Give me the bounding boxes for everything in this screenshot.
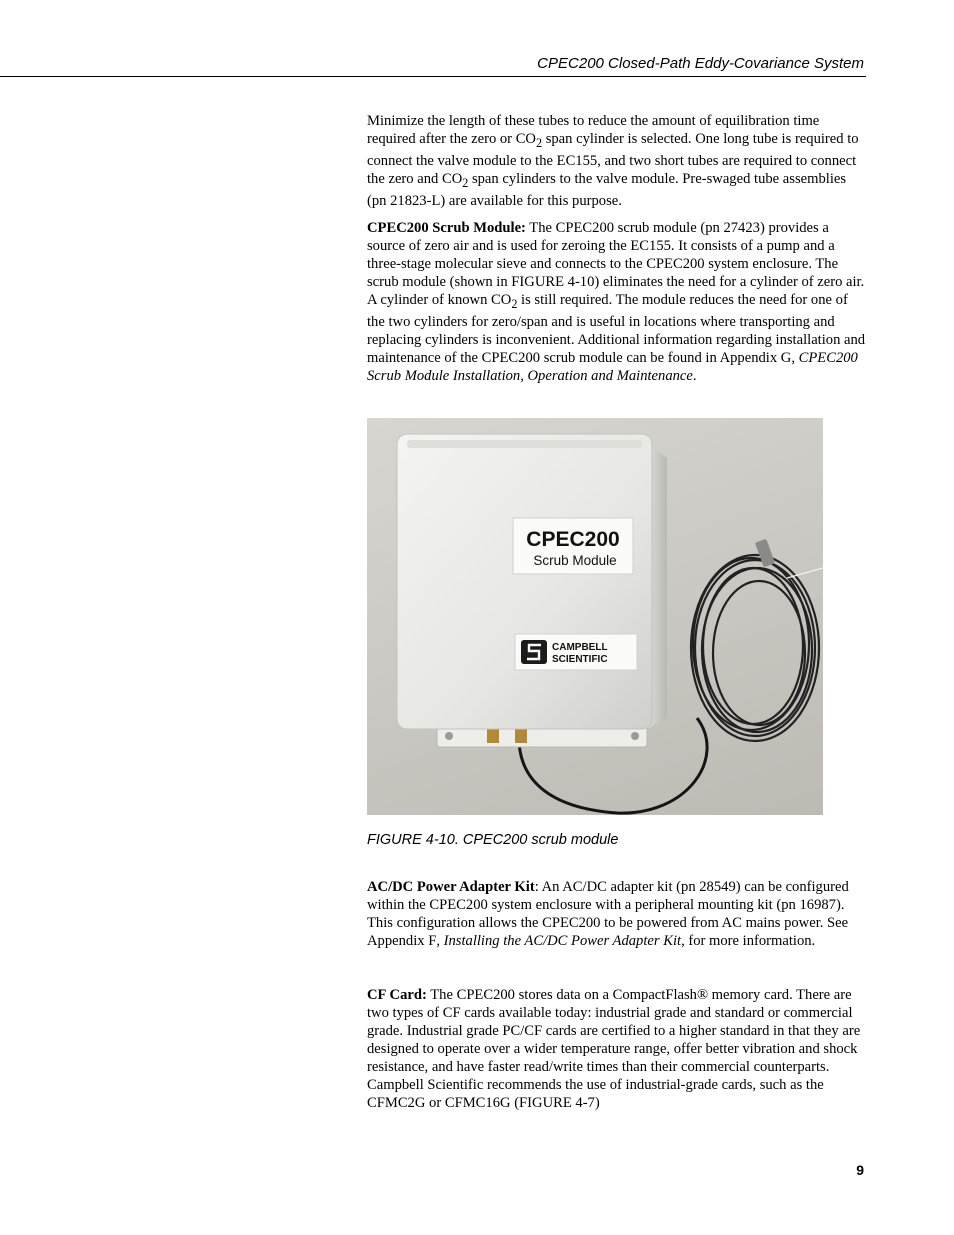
p1-text-1: Minimize the length of these tubes to reduce the amount of equilibration time required after the zero or CO <box>367 113 820 147</box>
campbell-scientific-logo-icon <box>521 640 547 664</box>
p1-text-3: span cylinders to the valve module. Pre-swaged tube assemblies (pn 21823-L) are available for this purpose. <box>367 170 847 209</box>
scrub-module-photo <box>367 418 823 815</box>
p3-text-1: : An AC/DC adapter kit (pn 28549) can be configured within the CPEC200 system enclosure with a peripheral mounting kit (pn 16987). This configuration allows the CPEC200 to be powered from AC mains power. See Appendix F <box>367 879 849 949</box>
p2-lead: CPEC200 Scrub Module: <box>367 220 526 236</box>
p2-text-2: is still required. The module reduces the need for one of the two cylinders for zero/span and is useful in locations where transporting and replacing cylinders is inconvenient. Additional information regarding installation and maintenance of the CPEC200 scrub module can be found in Appendix G, <box>367 292 866 366</box>
p2-appendix-title: CPEC200 Scrub Module Installation, Operation and Maintenance <box>367 349 858 384</box>
label-product-name: CPEC200 <box>526 528 620 551</box>
p4-text-1: The CPEC200 stores data on a CompactFlash® memory card. There are two types of CF cards available today: industrial grade and standard or commercial grade. Industrial grade PC/CF cards are certified to a higher standard in that they are designed to operate over a wider temperature range, offer better vibration and shock resistance, and have faster read/write times than their commercial counterparts. Campbell Scientific recommends the use of industrial-grade cards, such as the CFMC2G or CFMC16G (FIGURE 4-7) <box>367 987 861 1111</box>
paragraph-scrub-module <box>367 219 867 385</box>
p3-appendix-title: , Installing the AC/DC Power Adapter Kit <box>436 933 682 949</box>
label-product-subtitle: Scrub Module <box>533 553 617 568</box>
p1-text-2: span cylinder is selected. One long tube is required to connect the valve module to the EC155, and two short tubes are required to connect the zero and CO <box>367 131 859 187</box>
paragraph-power-adapter <box>367 878 867 950</box>
figure-caption: FIGURE 4-10. CPEC200 scrub module <box>367 832 619 848</box>
p1-subscript-2: 2 <box>462 175 469 190</box>
logo-line-2: SCIENTIFIC <box>552 654 608 665</box>
page-number: 9 <box>856 1162 864 1178</box>
p2-text-1: The CPEC200 scrub module (pn 27423) provides a source of zero air and is used for zeroing the EC155. It consists of a pump and a three-stage molecular sieve and connects to the CPEC200 system enclosure. The scrub module (shown in FIGURE 4-10) eliminates the need for a cylinder of zero air. A cylinder of known CO <box>367 220 865 308</box>
p1-subscript-1: 2 <box>535 135 543 150</box>
p4-lead: CF Card: <box>367 987 427 1003</box>
logo-line-1: CAMPBELL <box>552 642 608 653</box>
header-rule <box>0 76 866 77</box>
paragraph-cf-card <box>367 986 867 1112</box>
p3-lead: AC/DC Power Adapter Kit <box>367 879 535 895</box>
p2-text-3: . <box>692 367 697 384</box>
running-header: CPEC200 Closed-Path Eddy-Covariance System <box>537 55 864 72</box>
p2-subscript-1: 2 <box>511 296 518 311</box>
paragraph-tube-length <box>367 112 867 210</box>
p3-text-2: , for more information. <box>681 933 816 949</box>
